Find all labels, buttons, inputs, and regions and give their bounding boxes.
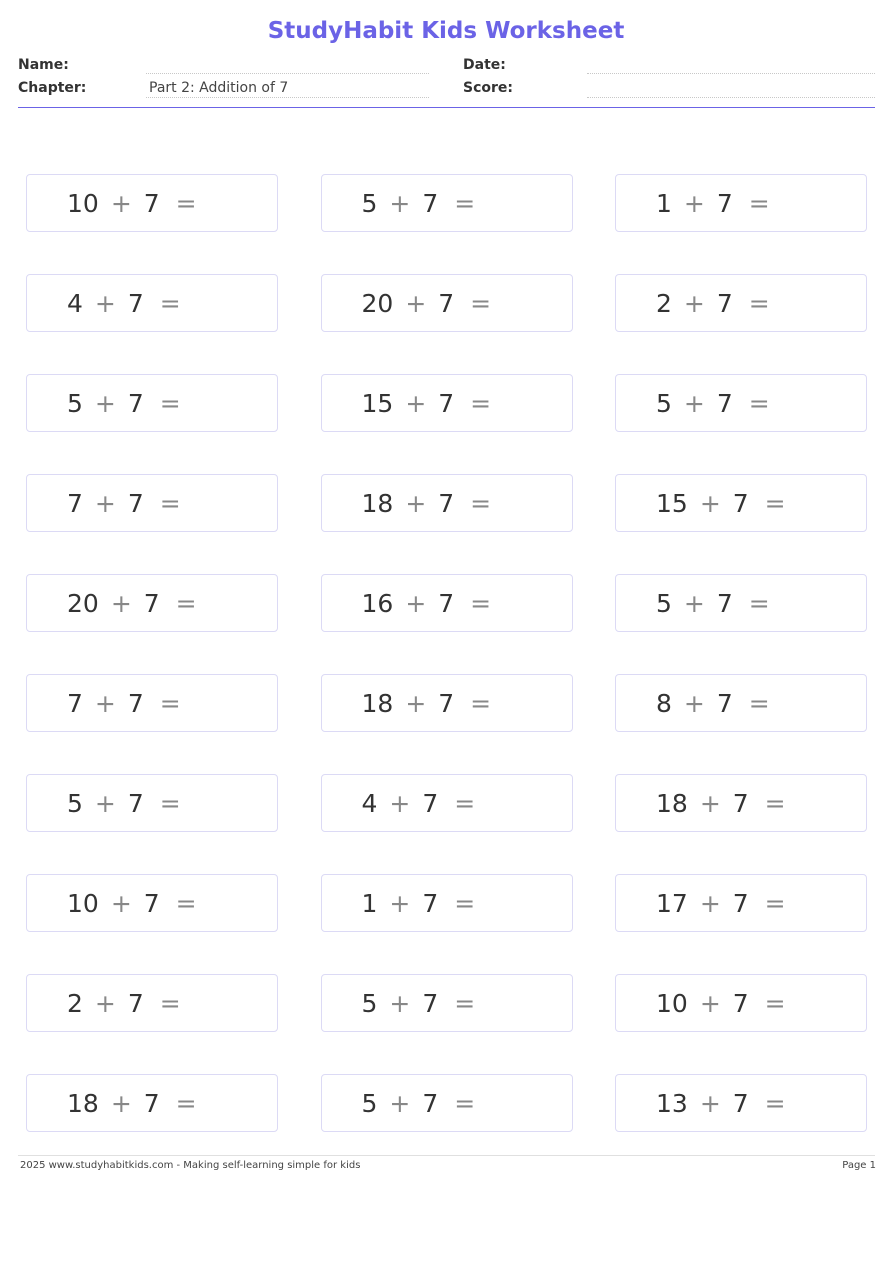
plus-sign: + (699, 488, 721, 518)
problem-operand-b: 7 (438, 288, 455, 318)
plus-sign: + (699, 788, 721, 818)
problem-card (321, 674, 573, 732)
equals-sign: = (764, 888, 786, 918)
plus-sign: + (683, 388, 705, 418)
problem-card (321, 374, 573, 432)
problem-operand-a: 5 (67, 788, 83, 818)
plus-sign: + (389, 988, 411, 1018)
equals-sign: = (454, 188, 476, 218)
problem-operand-a: 17 (656, 888, 688, 918)
problem-card (26, 674, 278, 732)
problem-operand-b: 7 (143, 1088, 160, 1118)
equals-sign: = (175, 888, 197, 918)
problem-card (615, 374, 867, 432)
problem-operand-a: 18 (656, 788, 688, 818)
plus-sign: + (389, 788, 411, 818)
problem-operand-b: 7 (422, 188, 439, 218)
equals-sign: = (454, 888, 476, 918)
equals-sign: = (748, 388, 770, 418)
problem-operand-a: 16 (361, 588, 394, 618)
equals-sign: = (454, 788, 476, 818)
problem-operand-b: 7 (127, 288, 144, 318)
chapter-field-line (146, 97, 429, 98)
equals-sign: = (470, 288, 492, 318)
problem-card (26, 474, 278, 532)
chapter-label: Chapter: (18, 80, 87, 96)
problem-operand-a: 10 (656, 988, 688, 1018)
problem-operand-b: 7 (716, 188, 733, 218)
problem-card (321, 874, 573, 932)
problem-operand-b: 7 (732, 888, 749, 918)
problem-card (615, 974, 867, 1032)
equals-sign: = (764, 788, 786, 818)
plus-sign: + (94, 388, 116, 418)
name-label: Name: (18, 57, 69, 73)
problem-operand-a: 15 (656, 488, 688, 518)
plus-sign: + (389, 188, 411, 218)
plus-sign: + (94, 488, 116, 518)
plus-sign: + (405, 588, 427, 618)
page-number: Page 1 (842, 1160, 876, 1171)
problem-operand-b: 7 (422, 988, 439, 1018)
plus-sign: + (405, 688, 427, 718)
problem-operand-b: 7 (732, 488, 749, 518)
problem-operand-a: 5 (361, 1088, 378, 1118)
problem-operand-a: 4 (67, 288, 83, 318)
problem-card (26, 174, 278, 232)
problem-operand-a: 15 (361, 388, 394, 418)
problem-operand-b: 7 (438, 388, 455, 418)
equals-sign: = (748, 188, 770, 218)
equals-sign: = (748, 688, 770, 718)
problem-operand-b: 7 (422, 1088, 439, 1118)
equals-sign: = (454, 1088, 476, 1118)
problem-operand-b: 7 (127, 388, 144, 418)
problem-card (321, 974, 573, 1032)
equals-sign: = (159, 488, 181, 518)
problem-operand-a: 20 (67, 588, 99, 618)
problem-operand-a: 7 (67, 688, 83, 718)
problem-operand-a: 20 (361, 288, 394, 318)
problem-operand-b: 7 (438, 688, 455, 718)
problem-operand-a: 7 (67, 488, 83, 518)
equals-sign: = (470, 388, 492, 418)
problem-card (321, 1074, 573, 1132)
plus-sign: + (405, 288, 427, 318)
problem-card (615, 474, 867, 532)
date-label: Date: (463, 57, 506, 73)
problem-operand-a: 13 (656, 1088, 688, 1118)
plus-sign: + (683, 188, 705, 218)
plus-sign: + (699, 1088, 721, 1118)
problem-operand-b: 7 (732, 788, 749, 818)
problem-operand-a: 18 (361, 488, 394, 518)
equals-sign: = (748, 288, 770, 318)
problem-operand-b: 7 (143, 588, 160, 618)
equals-sign: = (175, 1088, 197, 1118)
problem-card (321, 474, 573, 532)
problem-operand-a: 5 (361, 988, 378, 1018)
problem-card (26, 874, 278, 932)
problem-operand-b: 7 (143, 188, 160, 218)
problem-card (615, 574, 867, 632)
problem-operand-b: 7 (127, 988, 144, 1018)
header-divider (18, 107, 875, 108)
equals-sign: = (764, 1088, 786, 1118)
date-field-line (587, 73, 875, 74)
plus-sign: + (110, 1088, 132, 1118)
equals-sign: = (470, 688, 492, 718)
problem-operand-a: 2 (656, 288, 672, 318)
problem-card (26, 274, 278, 332)
plus-sign: + (389, 1088, 411, 1118)
problem-operand-a: 8 (656, 688, 672, 718)
problem-operand-a: 1 (656, 188, 672, 218)
equals-sign: = (454, 988, 476, 1018)
problem-operand-a: 18 (361, 688, 394, 718)
plus-sign: + (699, 988, 721, 1018)
plus-sign: + (94, 788, 116, 818)
equals-sign: = (159, 988, 181, 1018)
plus-sign: + (683, 588, 705, 618)
problem-card (26, 1074, 278, 1132)
plus-sign: + (389, 888, 411, 918)
problem-card (615, 674, 867, 732)
equals-sign: = (175, 188, 197, 218)
problem-operand-a: 18 (67, 1088, 99, 1118)
problem-operand-b: 7 (143, 888, 160, 918)
plus-sign: + (683, 688, 705, 718)
problem-operand-a: 5 (656, 388, 672, 418)
footer-text: 2025 www.studyhabitkids.com - Making self-learning simple for kids (20, 1160, 361, 1171)
equals-sign: = (764, 488, 786, 518)
problem-operand-b: 7 (127, 688, 144, 718)
problem-operand-a: 5 (361, 188, 378, 218)
plus-sign: + (94, 288, 116, 318)
problem-card (26, 774, 278, 832)
plus-sign: + (110, 588, 132, 618)
problem-operand-b: 7 (127, 788, 144, 818)
plus-sign: + (405, 388, 427, 418)
plus-sign: + (683, 288, 705, 318)
equals-sign: = (470, 488, 492, 518)
equals-sign: = (470, 588, 492, 618)
equals-sign: = (159, 788, 181, 818)
plus-sign: + (94, 988, 116, 1018)
problem-operand-a: 2 (67, 988, 83, 1018)
problem-operand-a: 1 (361, 888, 378, 918)
problem-operand-b: 7 (438, 588, 455, 618)
problem-operand-b: 7 (716, 388, 733, 418)
problem-operand-b: 7 (438, 488, 455, 518)
chapter-value: Part 2: Addition of 7 (149, 80, 289, 96)
problem-card (615, 1074, 867, 1132)
problem-operand-b: 7 (127, 488, 144, 518)
problem-operand-a: 10 (67, 888, 99, 918)
problem-card (321, 174, 573, 232)
problem-operand-b: 7 (732, 988, 749, 1018)
name-field-line (146, 73, 429, 74)
problem-operand-a: 5 (67, 388, 83, 418)
problem-grid (26, 174, 867, 1132)
problem-card (26, 574, 278, 632)
equals-sign: = (764, 988, 786, 1018)
problem-operand-b: 7 (422, 788, 439, 818)
plus-sign: + (94, 688, 116, 718)
problem-card (321, 574, 573, 632)
problem-operand-b: 7 (422, 888, 439, 918)
problem-operand-a: 5 (656, 588, 672, 618)
problem-card (321, 274, 573, 332)
equals-sign: = (748, 588, 770, 618)
problem-card (321, 774, 573, 832)
score-label: Score: (463, 80, 513, 96)
equals-sign: = (175, 588, 197, 618)
problem-operand-b: 7 (716, 288, 733, 318)
problem-card (615, 274, 867, 332)
problem-card (26, 974, 278, 1032)
problem-card (615, 874, 867, 932)
plus-sign: + (110, 888, 132, 918)
problem-card (615, 174, 867, 232)
footer-divider (18, 1155, 875, 1156)
plus-sign: + (110, 188, 132, 218)
problem-operand-a: 10 (67, 188, 99, 218)
equals-sign: = (159, 688, 181, 718)
score-field-line (587, 97, 875, 98)
problem-card (26, 374, 278, 432)
equals-sign: = (159, 388, 181, 418)
problem-operand-b: 7 (716, 688, 733, 718)
plus-sign: + (699, 888, 721, 918)
problem-operand-b: 7 (716, 588, 733, 618)
equals-sign: = (159, 288, 181, 318)
problem-operand-b: 7 (732, 1088, 749, 1118)
problem-operand-a: 4 (361, 788, 378, 818)
plus-sign: + (405, 488, 427, 518)
worksheet-title: StudyHabit Kids Worksheet (267, 18, 625, 44)
problem-card (615, 774, 867, 832)
